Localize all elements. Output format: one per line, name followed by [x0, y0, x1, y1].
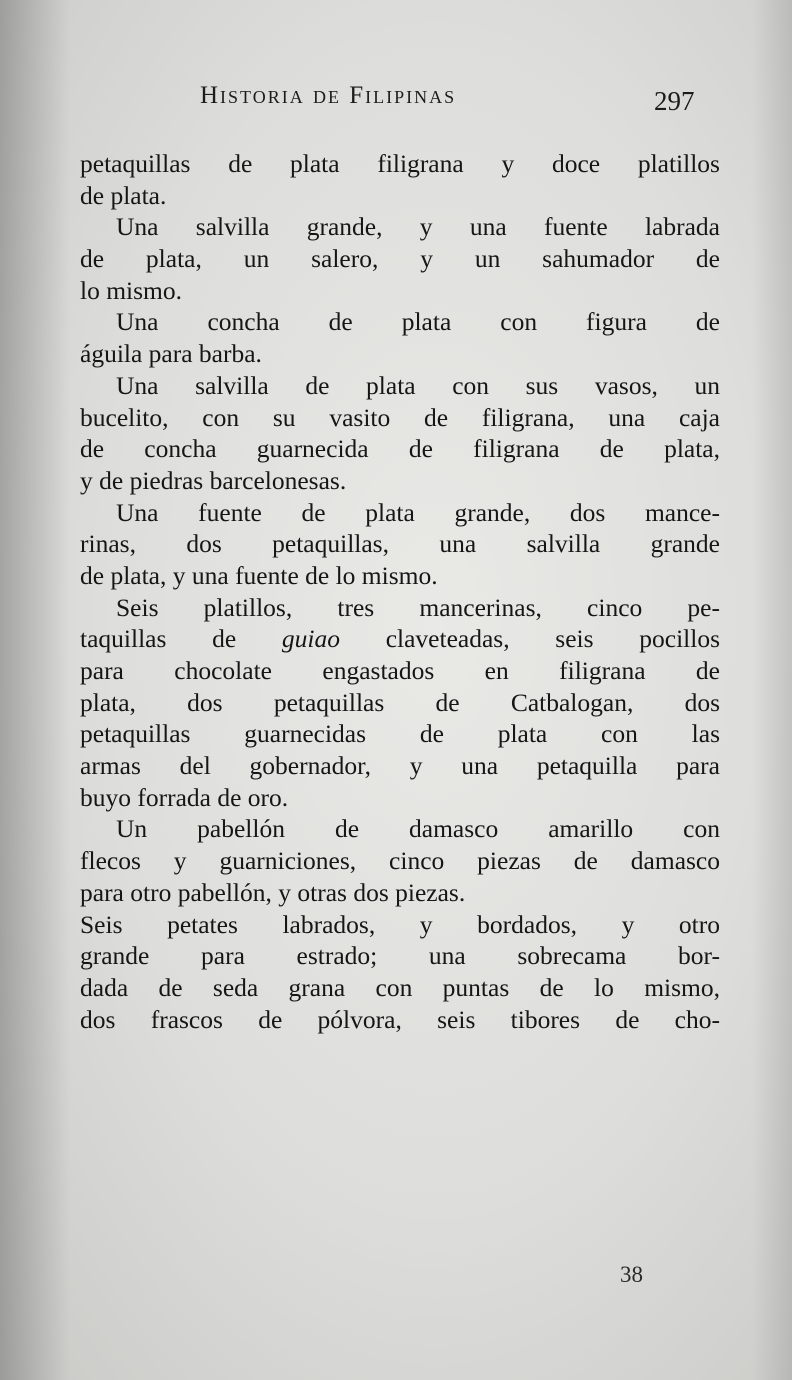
text-line: rinas, dos petaquillas, una salvilla grande — [80, 529, 720, 559]
text-line: Un pabellón de damasco amarillo con — [116, 814, 720, 844]
text-line: petaquillas guarnecidas de plata con las — [80, 719, 720, 749]
text-line: taquillas de guiao claveteadas, seis pocillos — [80, 624, 721, 654]
page-number: 297 — [654, 86, 695, 116]
text-line: de concha guarnecida de filigrana de plata, — [80, 434, 720, 464]
text-line: lo mismo. — [80, 275, 183, 305]
page-shadow-left — [0, 0, 70, 1380]
text-line: dos frascos de pólvora, seis tibores de cho- — [80, 1004, 720, 1034]
text-line: armas del gobernador, y una petaquilla para — [80, 751, 720, 781]
text-line: plata, dos petaquillas de Catbalogan, dos — [80, 687, 720, 717]
running-head-title: Historia de Filipinas — [200, 82, 457, 109]
text-line: de plata. — [80, 180, 167, 210]
signature-mark: 38 — [620, 1262, 643, 1287]
italic-term: guiao — [281, 624, 340, 654]
text-line: de plata, y una fuente de lo mismo. — [80, 560, 438, 590]
text-line: Una fuente de plata grande, dos mance- — [116, 497, 720, 527]
text-line: Seis platillos, tres mancerinas, cinco pe- — [116, 592, 720, 622]
text-line: grande para estrado; una sobrecama bor- — [80, 941, 720, 971]
text-line: dada de seda grana con puntas de lo mismo, — [80, 972, 720, 1002]
text-line: Una salvilla grande, y una fuente labrada — [116, 212, 720, 242]
text-line: de plata, un salero, y un sahumador de — [80, 244, 720, 274]
page-shadow-right — [752, 0, 792, 1380]
body-text — [80, 148, 720, 1035]
text-line: Una concha de plata con figura de — [116, 307, 720, 337]
text-line: águila para barba. — [80, 339, 262, 369]
text-line: flecos y guarniciones, cinco piezas de damasco — [80, 846, 720, 876]
text-line: para otro pabellón, y otras dos piezas. — [80, 877, 466, 907]
text-line: y de piedras barcelonesas. — [80, 465, 347, 495]
text-line: Una salvilla de plata con sus vasos, un — [116, 370, 720, 400]
text-line: petaquillas de plata filigrana y doce platillos — [80, 149, 720, 178]
text-line: buyo forrada de oro. — [80, 782, 289, 812]
text-line: bucelito, con su vasito de filigrana, una caja — [80, 402, 720, 432]
text-line: para chocolate engastados en filigrana de — [80, 656, 720, 685]
text-line: Seis petates labrados, y bordados, y otro — [80, 909, 720, 939]
